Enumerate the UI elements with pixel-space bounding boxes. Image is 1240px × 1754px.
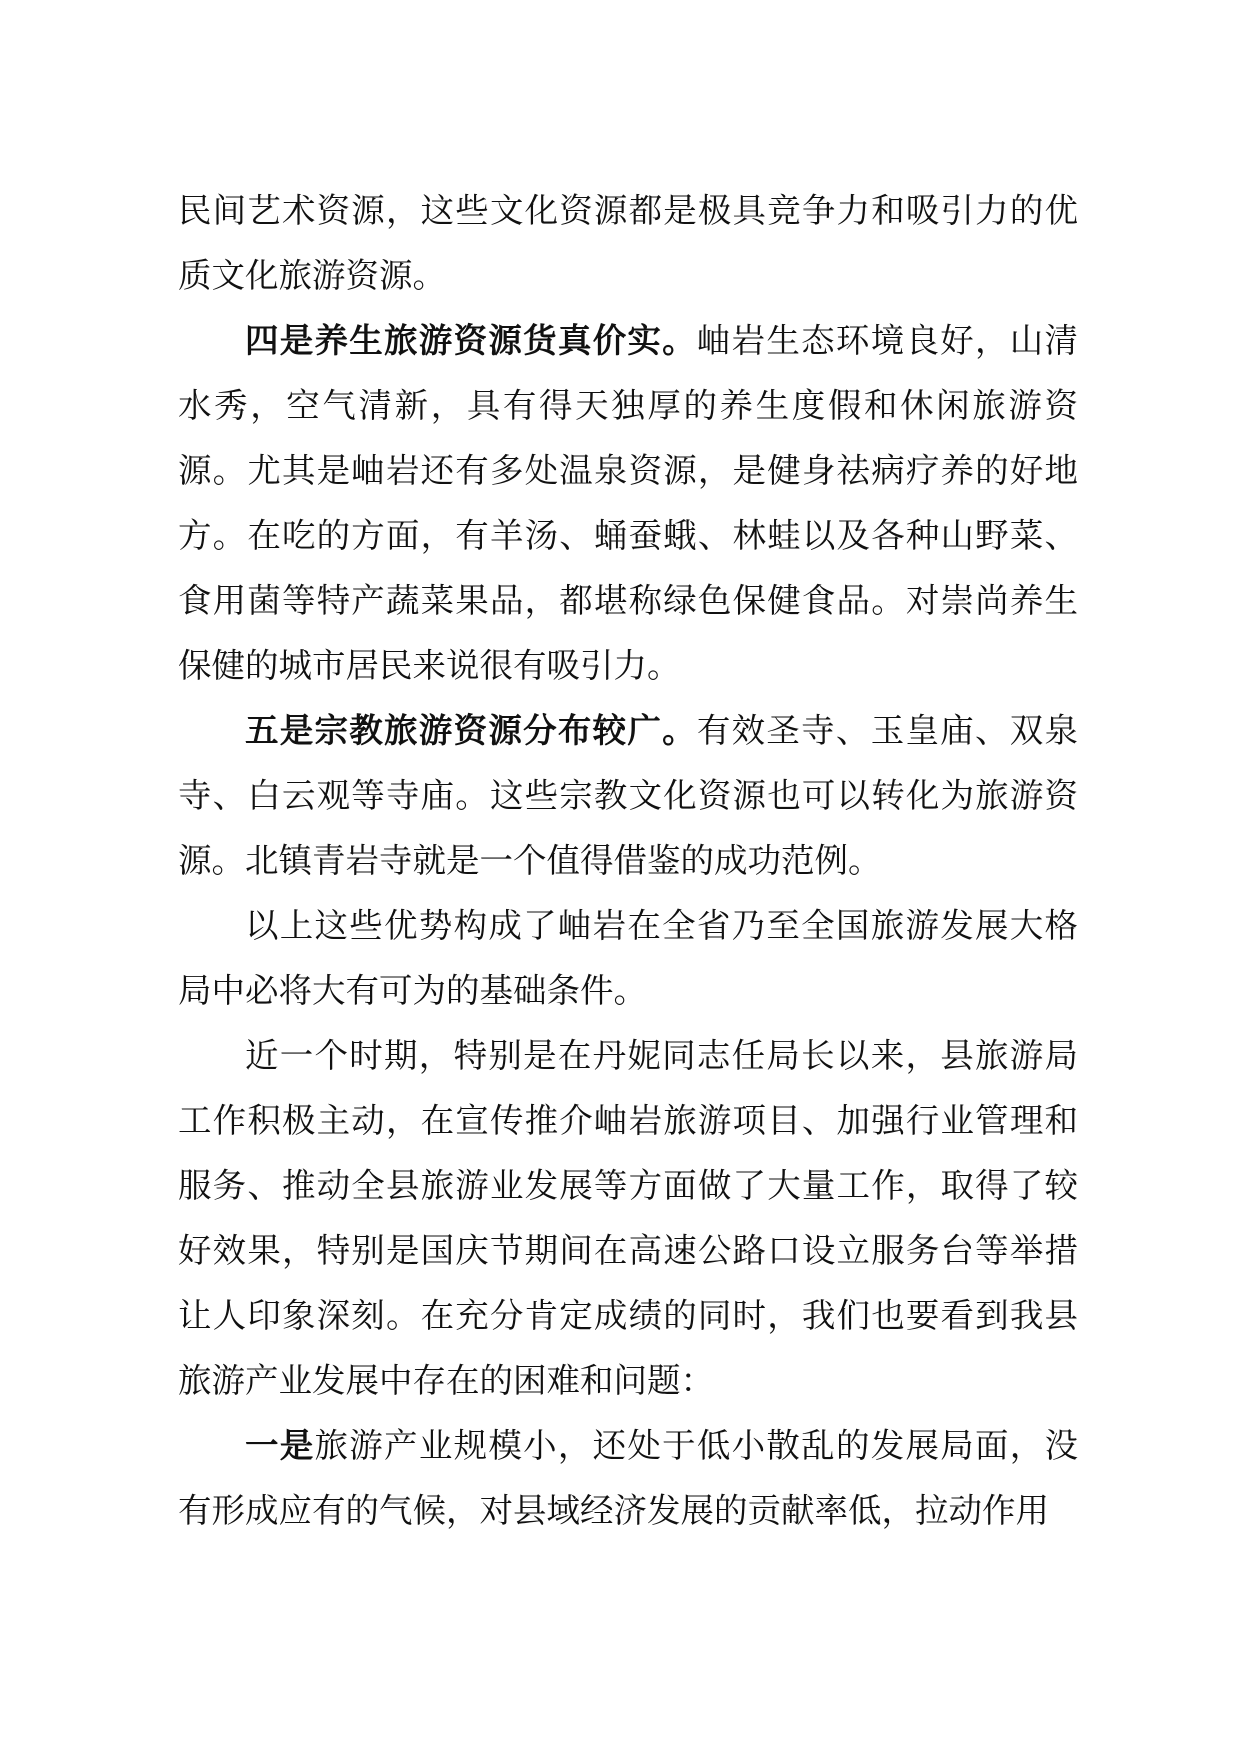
paragraph-religious-tourism	[178, 698, 1078, 893]
paragraph-text: 旅游产业规模小，还处于低小散乱的发展局面，没有形成应有的气候，对县域经济发展的贡献率低，拉动作用	[178, 1426, 1079, 1530]
paragraph-text: 以上这些优势构成了岫岩在全省乃至全国旅游发展大格局中必将大有可为的基础条件。	[178, 906, 1078, 1010]
paragraph-text: 民间艺术资源，这些文化资源都是极具竞争力和吸引力的优质文化旅游资源。	[178, 191, 1078, 295]
paragraph-heading: 五是宗教旅游资源分布较广。	[245, 711, 697, 750]
document-body	[178, 178, 1078, 1543]
paragraph-summary	[178, 893, 1078, 1023]
paragraph-health-tourism	[178, 308, 1078, 698]
paragraph-heading: 一是	[245, 1426, 315, 1465]
paragraph-text: 有效圣寺、玉皇庙、双泉寺、白云观等寺庙。这些宗教文化资源也可以转化为旅游资源。北镇青岩寺就是一个值得借鉴的成功范例。	[178, 711, 1078, 880]
paragraph-text: 近一个时期，特别是在丹妮同志任局长以来，县旅游局工作积极主动，在宣传推介岫岩旅游项目、加强行业管理和服务、推动全县旅游业发展等方面做了大量工作，取得了较好效果，特别是国庆节期间在高速公路口设立服务台等举措让人印象深刻。在充分肯定成绩的同时，我们也要看到我县旅游产业发展中存在的困难和问题：	[178, 1036, 1078, 1400]
paragraph-continuation	[178, 178, 1078, 308]
paragraph-problem-one	[178, 1413, 1078, 1543]
paragraph-text: 岫岩生态环境良好，山清水秀，空气清新，具有得天独厚的养生度假和休闲旅游资源。尤其是岫岩还有多处温泉资源，是健身祛病疗养的好地方。在吃的方面，有羊汤、蛹蚕蛾、林蛙以及各种山野菜、食用菌等特产蔬菜果品，都堪称绿色保健食品。对崇尚养生保健的城市居民来说很有吸引力。	[178, 321, 1078, 685]
paragraph-heading: 四是养生旅游资源货真价实。	[245, 321, 697, 360]
paragraph-recent-work	[178, 1023, 1078, 1413]
